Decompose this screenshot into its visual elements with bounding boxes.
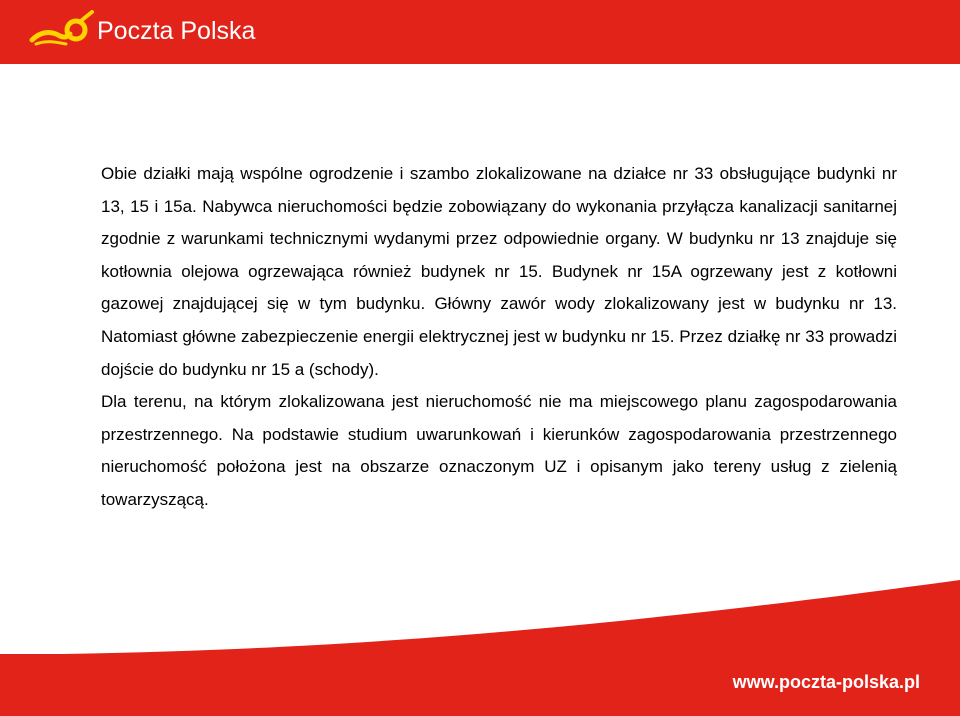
- posthorn-logo-icon: [26, 10, 96, 50]
- paragraph-zoning-info: Dla terenu, na którym zlokalizowana jest nieruchomość nie ma miejscowego planu zagospodarowania przestrzennego. Na podstawie studium uwarunkowań i kierunków zagospodarowania przestrzennego nieruchomość położona jest na obszarze oznaczonym UZ i opisanym jako tereny usług z zielenią towarzyszącą.: [101, 392, 897, 509]
- paragraph-building-info: Obie działki mają wspólne ogrodzenie i szambo zlokalizowane na działce nr 33 obsługujące budynki nr 13, 15 i 15a. Nabywca nieruchomości będzie zobowiązany do wykonania przyłącza kanalizacji sanitarnej zgodnie z warunkami technicznymi wydanymi przez odpowiednie organy. W budynku nr 13 znajduje się kotłownia olejowa ogrzewająca również budynek nr 15. Budynek nr 15A ogrzewany jest z kotłowni gazowej znajdującej się w tym budynku. Główny zawór wody zlokalizowany jest w budynku nr 13. Natomiast główne zabezpieczenie energii elektrycznej jest w budynku nr 15. Przez działkę nr 33 prowadzi dojście do budynku nr 15 a (schody).: [101, 164, 897, 379]
- brand-name: Poczta Polska: [97, 17, 256, 45]
- footer-website-link[interactable]: www.poczta-polska.pl: [732, 672, 920, 692]
- header-bar: [0, 0, 960, 64]
- document-body: [101, 158, 897, 517]
